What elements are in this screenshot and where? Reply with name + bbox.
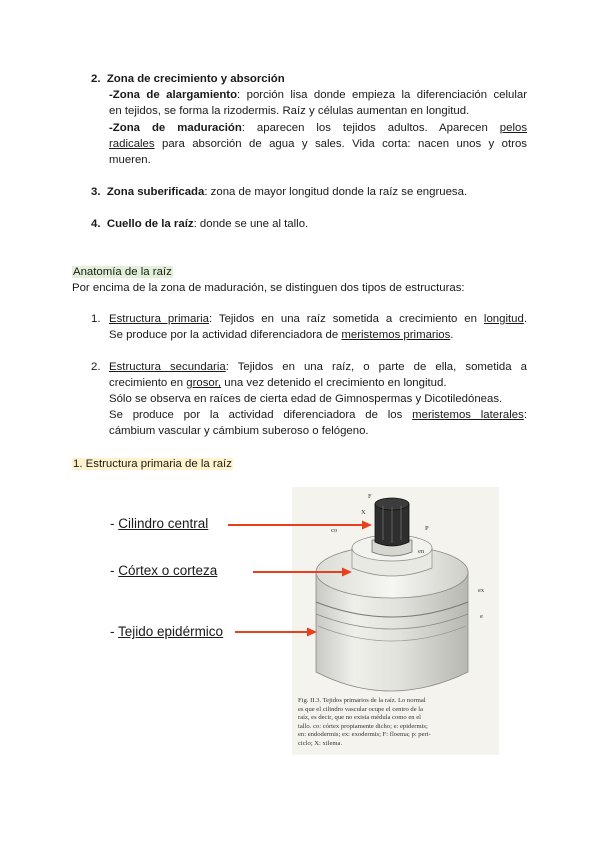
secundaria-text-5: Se produce por la actividad diferenciadora de los: [109, 409, 403, 421]
maduracion-term: -Zona de maduración: [109, 122, 242, 134]
alargamiento-line-2: en tejidos, se forma la rizodermis. Raíz y células aumentan en longitud.: [109, 105, 470, 117]
zona4-number: 4.: [91, 218, 101, 230]
label-tejido-text: Tejido epidérmico: [118, 624, 224, 639]
primaria-text-2: Se produce por la actividad diferenciadora de: [109, 329, 339, 341]
letter-f: F: [368, 493, 372, 500]
zona3-title: Zona suberificada: [106, 186, 205, 198]
maduracion-line-3: mueren.: [109, 154, 151, 166]
primaria-text-1: : Tejidos en una raíz sometida a crecimiento en: [208, 313, 477, 325]
secundaria-text-1: : Tejidos en una raíz, o parte de ella, sometida a: [225, 361, 527, 373]
caption-line-5: en: endodermis; ex: exodermis; F: floema; p: peri-: [298, 731, 431, 739]
letter-ex: ex: [478, 587, 485, 594]
caption-line-4: tallo. co: córtex propiamente dicho; e: epidermis;: [298, 722, 428, 730]
radicales-link: radicales: [109, 138, 155, 150]
caption-line-2: es que el cilindro vascular ocupe el centro de la: [298, 705, 424, 713]
arrowhead-tejido: [307, 628, 317, 637]
primaria-meristemos: meristemos primarios: [341, 329, 451, 341]
letter-p: P: [425, 525, 429, 532]
zona2-number: 2.: [91, 73, 101, 85]
secundaria-text-2: crecimiento en: [109, 377, 184, 389]
letter-en: en: [418, 548, 425, 555]
secundaria-line-5: cámbium vascular y cámbium suberoso o felógeno.: [109, 425, 369, 437]
letter-x: X: [361, 509, 366, 516]
primaria-term: Estructura primaria: [109, 313, 209, 325]
zona3-number: 3.: [91, 186, 101, 198]
primaria-number: 1.: [91, 313, 101, 325]
figure-caption: [298, 697, 431, 749]
caption-line-1: Fig. II.3. Tejidos primarios de la raíz. Lo normal: [298, 697, 426, 704]
anatomia-intro: Por encima de la zona de maduración, se distinguen dos tipos de estructuras:: [72, 282, 465, 294]
secundaria-meristemos: meristemos laterales: [412, 409, 524, 421]
anatomia-heading-text: Anatomía de la raíz: [73, 266, 172, 278]
label-dash-3: -: [110, 624, 119, 639]
pelos-link: pelos: [499, 122, 528, 134]
zona2-title: Zona de crecimiento y absorción: [106, 73, 285, 85]
caption-line-6: ciclo; X: xilema.: [298, 739, 343, 747]
secundaria-colon: :: [523, 409, 527, 421]
zona3-text: : zona de mayor longitud donde la raíz se engruesa.: [204, 186, 468, 198]
secundaria-line-3: Sólo se observa en raíces de cierta edad de Gimnospermas y Dicotiledóneas.: [109, 393, 503, 405]
zona4-title: Cuello de la raíz: [106, 218, 194, 230]
label-dash-1: -: [110, 516, 119, 531]
caption-line-3: raíz, es decir, que no exista médula como en el: [298, 714, 421, 722]
alargamiento-term: -Zona de alargamiento: [109, 89, 238, 101]
primaria-dot-2: .: [450, 329, 454, 341]
maduracion-text-1: : aparecen los tejidos adultos. Aparecen: [241, 122, 488, 134]
section1-heading-text: 1. Estructura primaria de la raíz: [73, 458, 232, 470]
secundaria-number: 2.: [91, 361, 101, 373]
label-dash-2: -: [110, 563, 119, 578]
letter-e: e: [480, 613, 483, 620]
arrowhead-cilindro: [362, 521, 372, 530]
label-cortex-text: Córtex o corteza: [118, 563, 218, 578]
maduracion-text-2: para absorción de agua y sales. Vida corta: nacen unos y otros: [154, 138, 527, 150]
primaria-longitud: longitud: [483, 313, 524, 325]
secundaria-text-3: una vez detenido el crecimiento en longitud.: [221, 377, 447, 389]
primaria-dot: .: [523, 313, 527, 325]
label-tejido-epidermico: [110, 623, 223, 641]
secundaria-term: Estructura secundaria: [109, 361, 226, 373]
alargamiento-text-1: : porción lisa donde empieza la diferenciación celular: [237, 89, 527, 101]
secundaria-grosor: grosor,: [186, 377, 222, 389]
zona4-text: : donde se une al tallo.: [193, 218, 309, 230]
label-cilindro-central: [110, 515, 208, 533]
letter-co: co: [331, 527, 338, 534]
label-cilindro-text: Cilindro central: [118, 516, 209, 531]
label-cortex: [110, 562, 217, 580]
